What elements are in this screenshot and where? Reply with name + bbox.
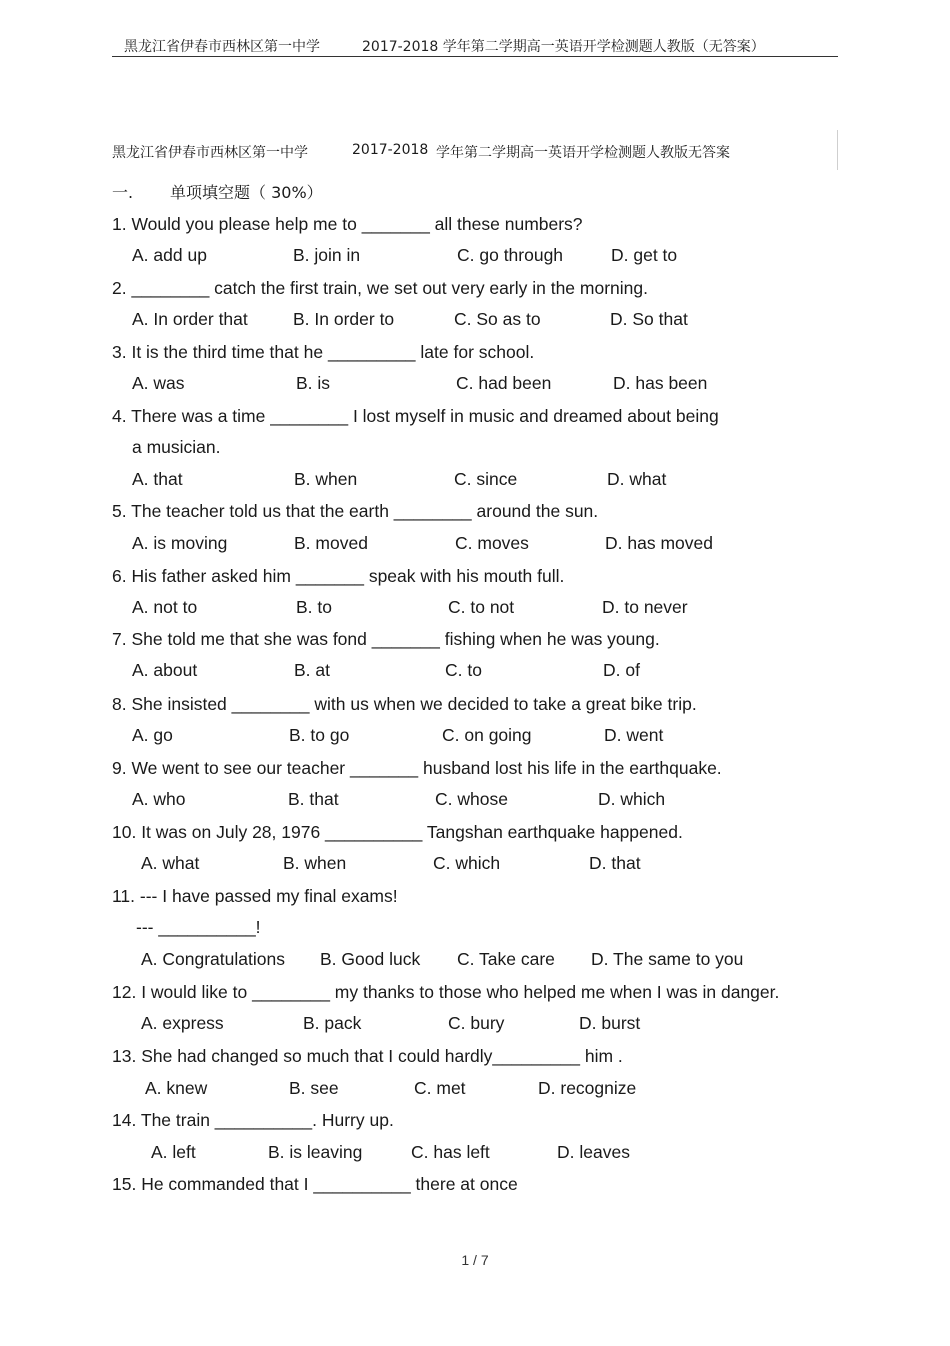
question-8-option-d: D. went xyxy=(604,725,664,745)
title-school: 黑龙江省伊春市西林区第一中学 xyxy=(112,145,308,161)
question-9: 9. We went to see our teacher _______ husband lost his life in the earthquake. xyxy=(112,758,722,778)
question-9-option-b: B. that xyxy=(288,789,339,809)
question-14-option-a: A. left xyxy=(151,1142,196,1162)
question-9-option-d: D. which xyxy=(598,789,666,809)
question-13: 13. She had changed so much that I could hardly_________ him . xyxy=(112,1046,623,1066)
question-2: 2. ________ catch the first train, we set out very early in the morning. xyxy=(112,278,648,298)
question-6-option-c: C. to not xyxy=(448,597,515,617)
title-years: 2017-2018 xyxy=(352,142,429,158)
question-2-option-a: A. In order that xyxy=(132,309,248,329)
section-name: 单项填空题（ 30%） xyxy=(170,183,323,202)
question-12-option-c: C. bury xyxy=(448,1013,505,1033)
question-1-option-b: B. join in xyxy=(293,245,361,265)
question-11-option-d: D. The same to you xyxy=(591,949,744,969)
question-13-option-b: B. see xyxy=(289,1078,339,1098)
question-10-option-b: B. when xyxy=(283,853,347,873)
question-12-option-a: A. express xyxy=(141,1013,224,1033)
question-14-option-b: B. is leaving xyxy=(268,1142,363,1162)
question-12: 12. I would like to ________ my thanks to those who helped me when I was in danger. xyxy=(112,982,780,1002)
question-10: 10. It was on July 28, 1976 __________ Tangshan earthquake happened. xyxy=(112,822,683,842)
question-14: 14. The train __________. Hurry up. xyxy=(112,1110,394,1130)
margin-line xyxy=(837,130,838,170)
question-3: 3. It is the third time that he _________ late for school. xyxy=(112,342,535,362)
question-5-option-b: B. moved xyxy=(294,533,368,553)
question-8: 8. She insisted ________ with us when we decided to take a great bike trip. xyxy=(112,694,697,714)
title-rest: 学年第二学期高一英语开学检测题人教版无答案 xyxy=(436,145,730,161)
question-7-option-c: C. to xyxy=(445,660,482,680)
question-4-option-c: C. since xyxy=(454,469,518,489)
question-5-option-c: C. moves xyxy=(455,533,529,553)
page-header xyxy=(112,30,838,57)
question-7: 7. She told me that she was fond _______ fishing when he was young. xyxy=(112,629,660,649)
question-6-option-a: A. not to xyxy=(132,597,198,617)
page-number: 1 / 7 xyxy=(461,1252,489,1268)
question-12-option-b: B. pack xyxy=(303,1013,362,1033)
question-1-option-c: C. go through xyxy=(457,245,564,265)
question-1-option-d: D. get to xyxy=(611,245,678,265)
question-5: 5. The teacher told us that the earth ________ around the sun. xyxy=(112,501,599,521)
question-6: 6. His father asked him _______ speak with his mouth full. xyxy=(112,566,565,586)
question-11-option-a: A. Congratulations xyxy=(141,949,285,969)
section-number: 一. xyxy=(112,183,134,202)
header-exam-title: 2017-2018 学年第二学期高一英语开学检测题人教版（无答案） xyxy=(362,39,765,55)
question-11-continued: --- __________! xyxy=(136,917,261,937)
question-10-option-c: C. which xyxy=(433,853,501,873)
question-12-option-d: D. burst xyxy=(579,1013,641,1033)
question-3-option-d: D. has been xyxy=(613,373,708,393)
question-10-option-d: D. that xyxy=(589,853,641,873)
question-13-option-c: C. met xyxy=(414,1078,466,1098)
question-7-option-d: D. of xyxy=(603,660,640,680)
question-6-option-d: D. to never xyxy=(602,597,688,617)
question-11-option-c: C. Take care xyxy=(457,949,555,969)
question-9-option-c: C. whose xyxy=(435,789,508,809)
question-6-option-b: B. to xyxy=(296,597,332,617)
question-14-option-c: C. has left xyxy=(411,1142,490,1162)
question-3-option-c: C. had been xyxy=(456,373,552,393)
question-5-option-d: D. has moved xyxy=(605,533,713,553)
question-2-option-d: D. So that xyxy=(610,309,688,329)
question-10-option-a: A. what xyxy=(141,853,200,873)
question-14-option-d: D. leaves xyxy=(557,1142,630,1162)
question-13-option-a: A. knew xyxy=(145,1078,208,1098)
question-4-continued: a musician. xyxy=(132,437,221,457)
question-4-option-d: D. what xyxy=(607,469,667,489)
question-15: 15. He commanded that I __________ there at once xyxy=(112,1174,518,1194)
question-8-option-b: B. to go xyxy=(289,725,350,745)
question-11-option-b: B. Good luck xyxy=(320,949,421,969)
question-4-option-b: B. when xyxy=(294,469,358,489)
question-2-option-c: C. So as to xyxy=(454,309,541,329)
question-11: 11. --- I have passed my final exams! xyxy=(112,886,398,906)
question-8-option-c: C. on going xyxy=(442,725,532,745)
question-7-option-b: B. at xyxy=(294,660,330,680)
question-3-option-a: A. was xyxy=(132,373,185,393)
question-7-option-a: A. about xyxy=(132,660,198,680)
question-5-option-a: A. is moving xyxy=(132,533,228,553)
question-4-option-a: A. that xyxy=(132,469,183,489)
question-1: 1. Would you please help me to _______ all these numbers? xyxy=(112,214,583,234)
question-9-option-a: A. who xyxy=(132,789,186,809)
header-school: 黑龙江省伊春市西林区第一中学 xyxy=(124,39,320,55)
question-1-option-a: A. add up xyxy=(132,245,207,265)
question-8-option-a: A. go xyxy=(132,725,173,745)
question-2-option-b: B. In order to xyxy=(293,309,395,329)
question-4: 4. There was a time ________ I lost myself in music and dreamed about being xyxy=(112,406,719,426)
question-3-option-b: B. is xyxy=(296,373,331,393)
question-13-option-d: D. recognize xyxy=(538,1078,637,1098)
